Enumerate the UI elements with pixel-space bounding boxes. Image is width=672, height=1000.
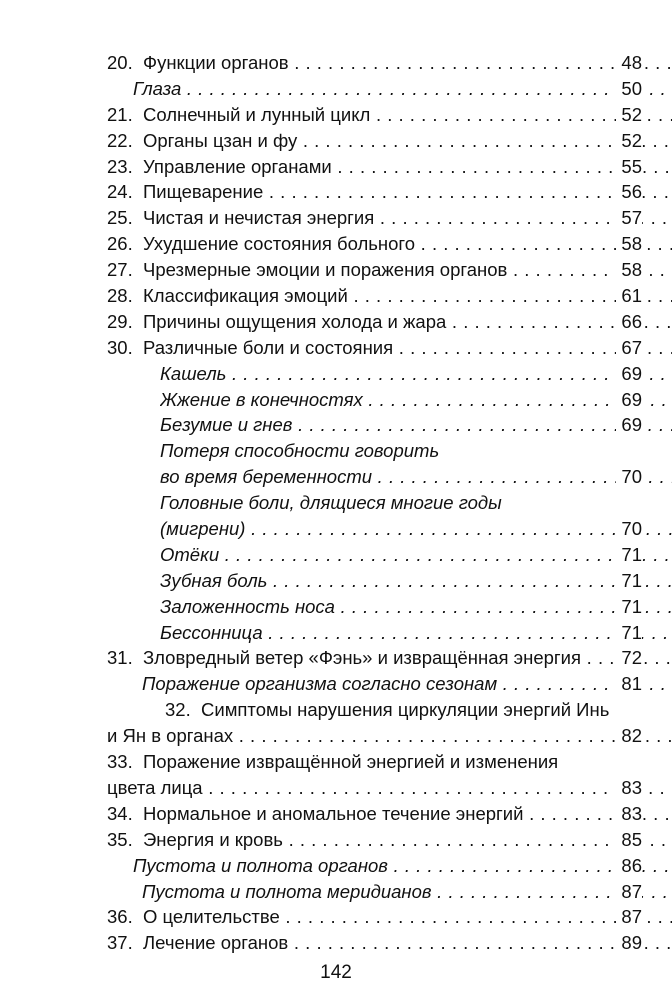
entry-page: 66 [616,312,642,332]
entry-title: Головные боли, длящиеся многие годы [160,493,502,514]
table-of-contents [0,50,672,956]
toc-entry-31 [0,645,672,671]
toc-subentry-headaches-line1 [0,490,672,516]
entry-title: Заложенность носа [160,596,335,617]
entry-page: 72 [616,648,642,668]
toc-entry-33-line2 [0,775,672,801]
toc-entry-30 [0,335,672,361]
entry-title: Зубная боль [160,570,268,591]
entry-page: 71 [616,571,642,591]
toc-entry-34 [0,801,672,827]
entry-page: 50 [616,79,642,99]
entry-page: 85 [616,830,642,850]
toc-subentry-speech-loss-line1 [0,438,672,464]
entry-number: 35. [107,829,133,850]
entry-page: 70 [616,519,642,539]
entry-page: 67 [616,338,642,358]
toc-subentry-edema [0,542,672,568]
entry-title: Энергия и кровь [143,829,283,850]
entry-page: 71 [616,545,642,565]
entry-number: 27. [107,260,133,281]
entry-title: Зловредный ветер «Фэнь» и извращённая энергия [143,648,582,669]
entry-page: 87 [616,882,642,902]
entry-title: Безумие и гнев [160,415,293,436]
entry-number: 24. [107,182,133,203]
toc-entry-26 [0,231,672,257]
toc-subentry-eyes [0,76,672,102]
entry-number: 21. [107,104,133,125]
entry-title: и Ян в органах [107,726,234,747]
entry-title: во время беременности [160,467,373,488]
entry-page: 71 [616,597,642,617]
toc-subentry-organs-emptiness [0,853,672,879]
entry-title: Глаза [133,78,182,99]
toc-subentry-seasons [0,671,672,697]
entry-page: 58 [616,260,642,280]
entry-title: Кашель [160,363,227,384]
entry-page: 48 [616,53,642,73]
entry-page: 52 [616,105,642,125]
entry-title: О целительстве [143,907,280,928]
entry-number: 33. [107,752,133,773]
toc-entry-36 [0,904,672,930]
entry-title: Лечение органов [143,933,289,954]
entry-page: 81 [616,674,642,694]
entry-title: Функции органов [143,53,289,73]
entry-page: 69 [616,390,642,410]
entry-title: Различные боли и состояния [143,337,394,358]
toc-entry-24 [0,179,672,205]
entry-number: 37. [107,933,133,954]
toc-entry-35 [0,827,672,853]
entry-number: 25. [107,208,133,229]
entry-title: Поражение извращённой энергией и изменения [143,752,559,773]
entry-title: Пищеварение [143,182,264,203]
toc-entry-33-line1 [0,749,672,775]
toc-entry-32-line1 [0,697,672,723]
entry-title: Бессонница [160,622,263,643]
entry-title: Ухудшение состояния больного [143,234,416,255]
entry-title: Жжение в конечностях [160,389,363,410]
entry-title: Классификация эмоций [143,286,348,307]
toc-subentry-speech-loss-line2 [0,464,672,490]
entry-page: 86 [616,856,642,876]
entry-number: 22. [107,130,133,151]
entry-page: 58 [616,234,642,254]
toc-entry-29 [0,309,672,335]
entry-title: Чрезмерные эмоции и поражения органов [143,260,508,281]
entry-title: Пустота и полнота меридианов [142,881,432,902]
entry-title: Чистая и нечистая энергия [143,208,375,229]
entry-number: 36. [107,907,133,928]
entry-page: 82 [616,726,642,746]
toc-subentry-burning-limbs [0,387,672,413]
entry-page: 56 [616,182,642,202]
entry-title: (мигрени) [160,519,246,540]
entry-number: 31. [107,648,133,669]
entry-title: Отёки [160,544,220,565]
toc-entry-23 [0,154,672,180]
toc-subentry-madness-anger [0,412,672,438]
toc-entry-21 [0,102,672,128]
toc-subentry-insomnia [0,620,672,646]
entry-page: 71 [616,623,642,643]
entry-number: 20. [107,53,133,73]
entry-number: 34. [107,803,133,824]
entry-page: 83 [616,778,642,798]
entry-number: 23. [107,156,133,177]
entry-title: Управление органами [143,156,332,177]
entry-number: 29. [107,311,133,332]
entry-page: 83 [616,804,642,824]
entry-title: Потеря способности говорить [160,441,440,462]
entry-page: 61 [616,286,642,306]
toc-entry-20 [0,50,672,76]
entry-page: 57 [616,208,642,228]
toc-subentry-cough [0,361,672,387]
entry-page: 69 [616,364,642,384]
entry-page: 52 [616,131,642,151]
entry-number: 32. [165,700,191,721]
entry-title: Поражение организма согласно сезонам [142,674,498,695]
toc-entry-22 [0,128,672,154]
toc-entry-28 [0,283,672,309]
entry-title: Причины ощущения холода и жара [143,311,447,332]
page-number: 142 [320,962,352,983]
entry-title: Нормальное и аномальное течение энергий [143,803,524,824]
toc-entry-27 [0,257,672,283]
entry-page: 69 [616,415,642,435]
toc-subentry-headaches-line2 [0,516,672,542]
entry-page: 89 [616,933,642,953]
entry-title: Органы цзан и фу [143,130,298,151]
entry-title: Пустота и полнота органов [133,855,388,876]
entry-page: 55 [616,157,642,177]
toc-subentry-toothache [0,568,672,594]
toc-entry-25 [0,205,672,231]
toc-entry-32-line2 [0,723,672,749]
entry-page: 70 [616,467,642,487]
entry-page: 87 [616,907,642,927]
toc-subentry-meridians-emptiness [0,879,672,905]
toc-subentry-nasal-congestion [0,594,672,620]
entry-title: Солнечный и лунный цикл [143,104,371,125]
entry-number: 26. [107,234,133,255]
entry-number: 30. [107,337,133,358]
entry-title: цвета лица [107,777,203,798]
entry-title: Симптомы нарушения циркуляции энергий Инь [201,700,610,721]
toc-entry-37 [0,930,672,956]
entry-number: 28. [107,286,133,307]
